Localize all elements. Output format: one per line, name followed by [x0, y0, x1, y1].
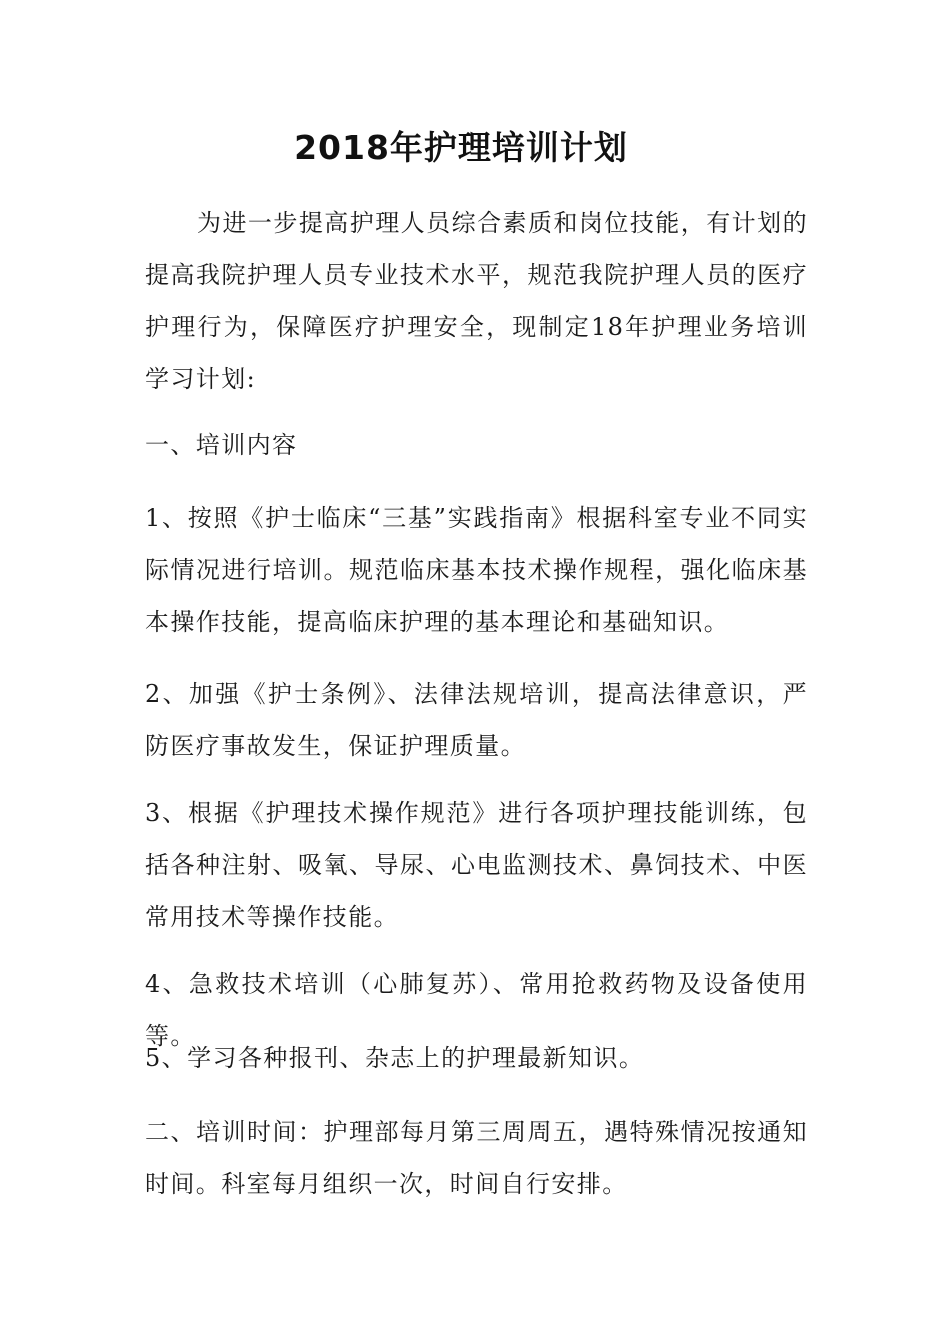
- list-item-3-text: 3、根据《护理技术操作规范》进行各项护理技能训练，包括各种注射、吸氧、导尿、心电监测技术、鼻饲技术、中医常用技术等操作技能。: [145, 799, 808, 931]
- section-training-time: [145, 1106, 808, 1210]
- list-item-5-text: 5、学习各种报刊、杂志上的护理最新知识。: [145, 1044, 645, 1072]
- list-item-3: [145, 787, 808, 943]
- list-item-2-text: 2、加强《护士条例》、法律法规培训，提高法律意识，严防医疗事故发生，保证护理质量。: [145, 680, 808, 760]
- section1-heading-text: 一、培训内容: [145, 431, 298, 459]
- list-item-2: [145, 668, 808, 772]
- list-item-5: [145, 1032, 808, 1084]
- section-heading-training-content: [145, 419, 808, 471]
- list-item-1: [145, 492, 808, 648]
- list-item-4-text: 4、急救技术培训（心肺复苏）、常用抢救药物及设备使用等。: [145, 970, 808, 1050]
- list-item-1-text: 1、按照《护士临床“三基”实践指南》根据科室专业不同实际情况进行培训。规范临床基本技术操作规程，强化临床基本操作技能，提高临床护理的基本理论和基础知识。: [145, 504, 808, 636]
- document-title: 2018年护理培训计划: [294, 128, 628, 167]
- section2-text: 二、培训时间：护理部每月第三周周五，遇特殊情况按通知时间。科室每月组织一次，时间自行安排。: [145, 1118, 808, 1198]
- intro-paragraph: [145, 197, 808, 405]
- intro-text: 为进一步提高护理人员综合素质和岗位技能，有计划的提高我院护理人员专业技术水平，规范我院护理人员的医疗护理行为，保障医疗护理安全，现制定18年护理业务培训学习计划:: [145, 209, 808, 393]
